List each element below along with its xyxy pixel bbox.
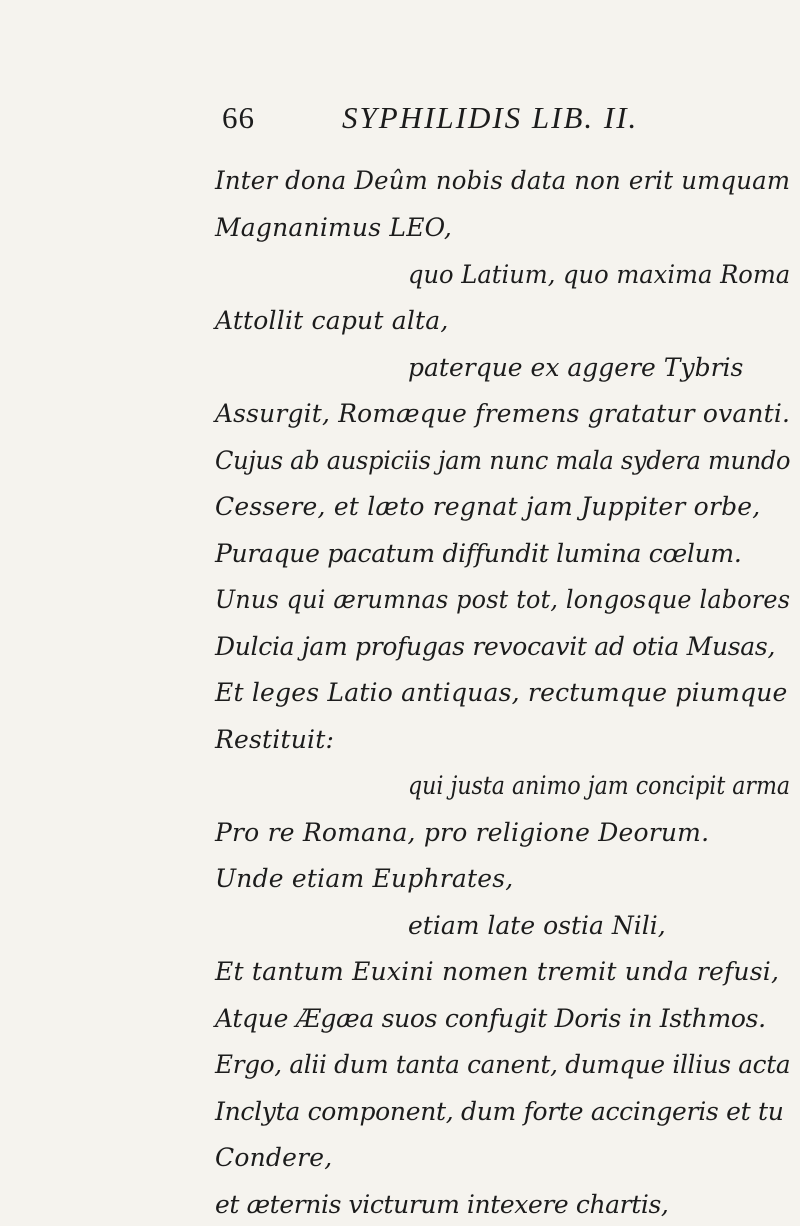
- verse-line: Condere,: [215, 1143, 333, 1172]
- verse-line: etiam late ostia Nili,: [408, 911, 666, 940]
- verse-line: Pro re Romana, pro religione Deorum.: [215, 818, 710, 847]
- verse-line: Unde etiam Euphrates,: [215, 864, 514, 893]
- verse-line: quo Latium, quo maxima Roma: [408, 260, 791, 289]
- verse-line: Et tantum Euxini nomen tremit unda refusi,: [215, 957, 780, 986]
- verse-line: Dulcia jam profugas revocavit ad otia Musas,: [215, 632, 776, 661]
- verse-line: Atque Ægæa suos confugit Doris in Isthmos.: [215, 1004, 766, 1033]
- verse-line: Cessere, et læto regnat jam Juppiter orbe,: [215, 492, 761, 521]
- verse-line: Unus qui ærumnas post tot, longosque labores: [215, 585, 791, 614]
- verse-line: Assurgit, Romæque fremens gratatur ovanti.: [215, 399, 791, 428]
- verse-line: Inter dona Deûm nobis data non erit umquam: [215, 166, 791, 195]
- verse-line: paterque ex aggere Tybris: [408, 353, 744, 382]
- page-number: 66: [222, 100, 255, 135]
- verse-line: qui justa animo jam concipit arma: [408, 771, 791, 800]
- running-head: SYPHILIDIS LIB. II.: [342, 100, 639, 135]
- verse-line: et æternis victurum intexere chartis,: [215, 1190, 669, 1219]
- verse-line: Ergo, alii dum tanta canent, dumque illius acta: [215, 1050, 791, 1079]
- verse-line: Inclyta component, dum forte accingeris et tu: [215, 1097, 784, 1126]
- verse-line: Magnanimus LEO,: [215, 213, 453, 242]
- verse-line: Et leges Latio antiquas, rectumque piumque: [215, 678, 788, 707]
- verse-line: Cujus ab auspiciis jam nunc mala sydera mundo: [215, 446, 791, 475]
- verse-line: Attollit caput alta,: [215, 306, 449, 335]
- verse-line: Restituit:: [215, 725, 335, 754]
- verse-line: Puraque pacatum diffundit lumina cœlum.: [215, 539, 742, 568]
